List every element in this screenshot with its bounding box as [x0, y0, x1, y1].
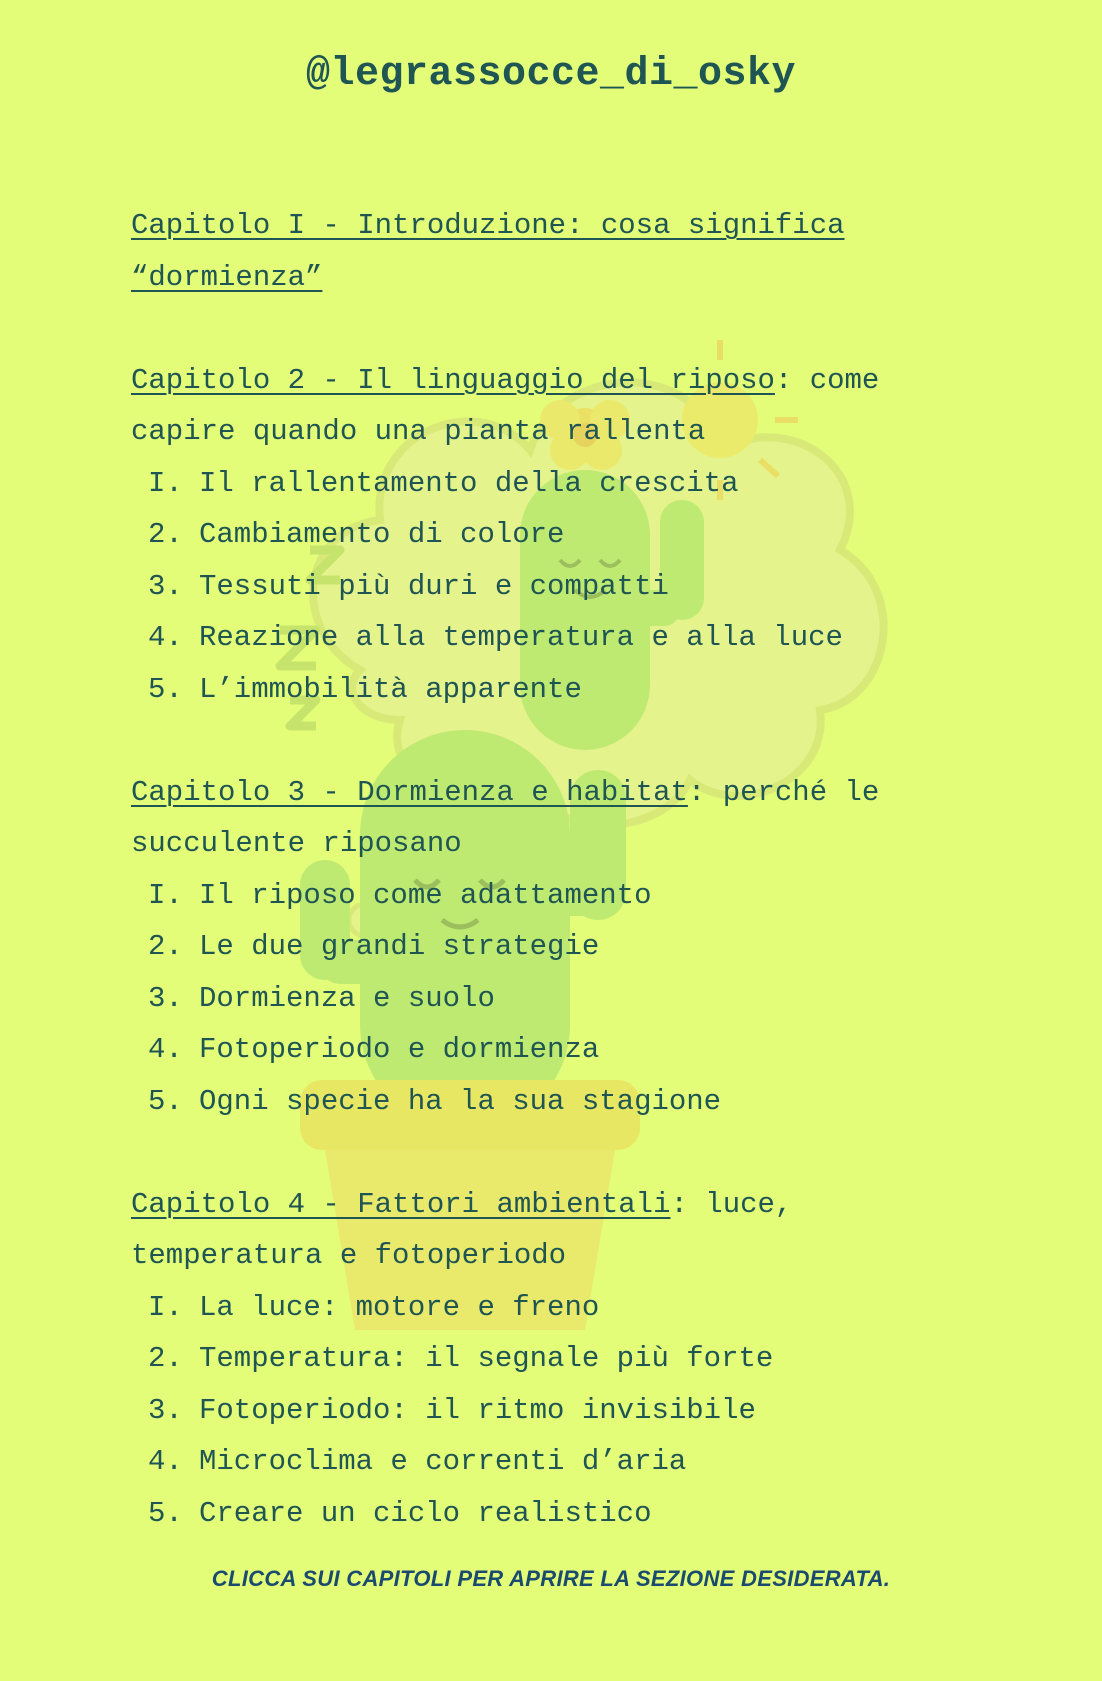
item-text: Il riposo come adattamento — [199, 878, 652, 912]
item-text: Reazione alla temperatura e alla luce — [199, 621, 843, 654]
item-number: 2. — [148, 1342, 183, 1375]
list-item — [131, 612, 991, 664]
list-item — [131, 921, 991, 973]
chapter-4-sections — [131, 1282, 991, 1540]
list-item — [131, 1333, 991, 1385]
chapter-1-heading — [131, 200, 991, 303]
item-number: 5. — [148, 1496, 183, 1530]
chapter-3-link[interactable]: Capitolo 3 - Dormienza e habitat — [131, 775, 688, 809]
item-text: Creare un ciclo realistico — [199, 1496, 652, 1530]
item-number: 2. — [148, 518, 183, 551]
list-item — [131, 561, 991, 613]
chapter-3-subtitle: : perché le succulente riposano — [131, 775, 880, 860]
list-item — [131, 1436, 991, 1488]
item-number: 3. — [148, 1393, 183, 1427]
item-number: 5. — [148, 1084, 183, 1118]
item-text: La luce: motore e freno — [199, 1290, 600, 1324]
item-number: 4. — [148, 1033, 183, 1066]
item-text: Microclima e correnti d’aria — [199, 1445, 687, 1478]
item-number: 3. — [148, 981, 183, 1015]
list-item — [131, 1282, 991, 1334]
table-of-contents — [131, 200, 991, 1539]
item-text: Fotoperiodo: il ritmo invisibile — [199, 1393, 756, 1427]
chapter-2-sections — [131, 458, 991, 716]
item-number: 4. — [148, 621, 183, 654]
chapter-3 — [131, 767, 991, 1128]
item-text: Fotoperiodo e dormienza — [199, 1033, 600, 1066]
chapter-3-sections — [131, 870, 991, 1128]
chapter-4-link[interactable]: Capitolo 4 - Fattori ambientali — [131, 1187, 671, 1221]
chapter-2-subtitle: : come capire quando una pianta rallenta — [131, 363, 880, 448]
item-text: Cambiamento di colore — [199, 518, 565, 551]
item-text: Le due grandi strategie — [199, 930, 600, 963]
item-text: Ogni specie ha la sua stagione — [199, 1084, 722, 1118]
item-number: 5. — [148, 672, 183, 706]
list-item — [131, 458, 991, 510]
item-text: Temperatura: il segnale più forte — [199, 1342, 774, 1375]
footer-instruction: CLICCA SUI CAPITOLI PER APRIRE LA SEZIONE DESIDERATA. — [211, 1566, 891, 1591]
item-number: I. — [148, 878, 183, 912]
item-text: Dormienza e suolo — [199, 981, 495, 1015]
chapter-4-heading — [131, 1179, 991, 1282]
list-item — [131, 870, 991, 922]
item-text: Tessuti più duri e compatti — [199, 569, 669, 603]
item-text: Il rallentamento della crescita — [199, 466, 739, 500]
list-item — [131, 1385, 991, 1437]
item-number: I. — [148, 466, 183, 500]
list-item — [131, 973, 991, 1025]
item-number: 3. — [148, 569, 183, 603]
item-number: 2. — [148, 930, 183, 963]
chapter-2-link[interactable]: Capitolo 2 - Il linguaggio del riposo — [131, 363, 775, 397]
chapter-1 — [131, 200, 991, 303]
page-header-handle: @legrassocce_di_osky — [305, 52, 797, 97]
chapter-2-heading — [131, 355, 991, 458]
list-item — [131, 1488, 991, 1540]
list-item — [131, 664, 991, 716]
chapter-1-link[interactable]: Capitolo I - Introduzione: cosa significa “dormienza” — [131, 209, 845, 294]
item-number: 4. — [148, 1445, 183, 1478]
item-number: I. — [148, 1290, 183, 1324]
chapter-2 — [131, 355, 991, 716]
chapter-4 — [131, 1179, 991, 1540]
list-item — [131, 1076, 991, 1128]
chapter-4-subtitle: : luce, temperatura e fotoperiodo — [131, 1187, 793, 1272]
list-item — [131, 1024, 991, 1076]
list-item — [131, 509, 991, 561]
chapter-3-heading — [131, 767, 991, 870]
item-text: L’immobilità apparente — [199, 672, 582, 706]
